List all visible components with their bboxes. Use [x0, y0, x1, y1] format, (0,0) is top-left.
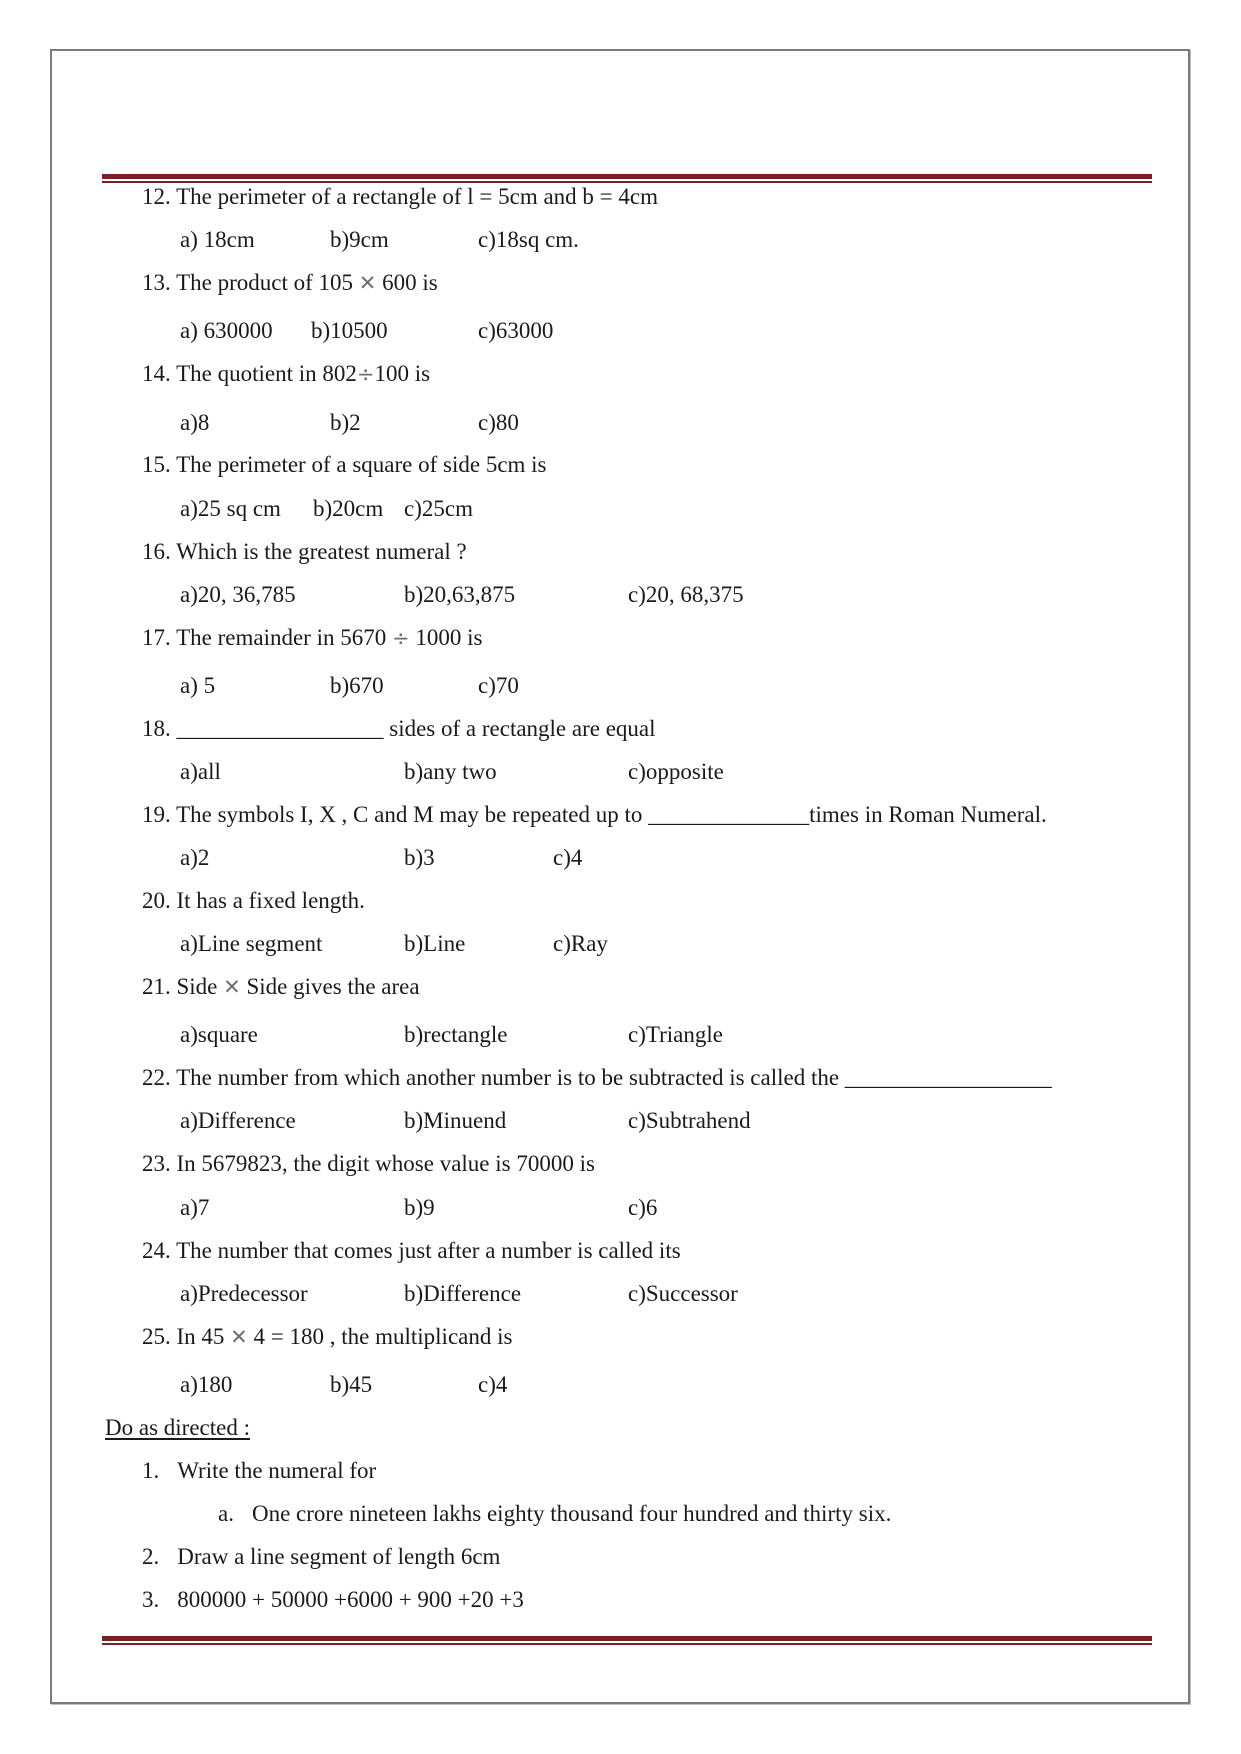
question-23: 23. In 5679823, the digit whose value is 70000 is — [142, 1151, 595, 1176]
option-c: c)opposite — [628, 759, 724, 784]
question-15: 15. The perimeter of a square of side 5cm is — [142, 452, 547, 477]
option-c: c)63000 — [478, 318, 554, 343]
multiply-icon: ✕ — [223, 975, 241, 999]
question-19: 19. The symbols I, X , C and M may be repeated up to ______________times in Roman Numeral. — [142, 802, 1047, 827]
question-24: 24. The number that comes just after a number is called its — [142, 1238, 681, 1263]
option-a: a)Predecessor — [180, 1281, 308, 1306]
option-c: c)6 — [628, 1195, 658, 1220]
multiply-icon: ✕ — [230, 1325, 248, 1349]
option-b: b)Minuend — [404, 1108, 507, 1133]
option-a: a) 630000 — [180, 318, 273, 343]
option-c: c)20, 68,375 — [628, 582, 744, 607]
option-c: c)70 — [478, 673, 519, 698]
directed-item-1a: a. One crore nineteen lakhs eighty thousand four hundred and thirty six. — [218, 1501, 892, 1526]
question-22: 22. The number from which another number is to be subtracted is called the __________________ — [142, 1065, 1052, 1090]
option-a: a)2 — [180, 845, 210, 870]
page-border — [50, 49, 1190, 1704]
directed-item-3: 3. 800000 + 50000 +6000 + 900 +20 +3 — [142, 1587, 524, 1612]
question-25: 25. In 45 ✕ 4 = 180 , the multiplicand is — [142, 1324, 513, 1349]
option-b: b)10500 — [311, 318, 388, 343]
question-18: 18. __________________ sides of a rectangle are equal — [142, 716, 656, 741]
option-c: c)4 — [478, 1372, 508, 1397]
option-b: b)3 — [404, 845, 435, 870]
option-a: a)all — [180, 759, 221, 784]
option-a: a)25 sq cm — [180, 496, 281, 521]
option-c: c)Successor — [628, 1281, 738, 1306]
option-b: b)45 — [330, 1372, 373, 1397]
question-17: 17. The remainder in 5670 ÷ 1000 is — [142, 625, 483, 650]
option-c: c)18sq cm. — [478, 227, 579, 252]
divide-icon: ÷ — [391, 626, 410, 650]
option-c: c)25cm — [404, 496, 473, 521]
directed-item-2: 2. Draw a line segment of length 6cm — [142, 1544, 501, 1569]
header-rule — [102, 174, 1152, 183]
option-b: b)20,63,875 — [404, 582, 516, 607]
option-a: a)180 — [180, 1372, 233, 1397]
option-c: c)4 — [553, 845, 583, 870]
question-20: 20. It has a fixed length. — [142, 888, 365, 913]
option-a: a)Difference — [180, 1108, 296, 1133]
question-21: 21. Side ✕ Side gives the area — [142, 974, 420, 999]
option-a: a)7 — [180, 1195, 210, 1220]
option-b: b)Line — [404, 931, 466, 956]
option-b: b)2 — [330, 410, 361, 435]
question-14: 14. The quotient in 802÷100 is — [142, 361, 431, 386]
option-b: b)Difference — [404, 1281, 522, 1306]
option-a: a)square — [180, 1022, 258, 1047]
option-b: b)9cm — [330, 227, 389, 252]
question-12: 12. The perimeter of a rectangle of l = 5cm and b = 4cm — [142, 184, 658, 209]
option-b: b)670 — [330, 673, 384, 698]
section-heading: Do as directed : — [105, 1415, 250, 1440]
option-a: a)20, 36,785 — [180, 582, 296, 607]
question-16: 16. Which is the greatest numeral ? — [142, 539, 467, 564]
question-13: 13. The product of 105 ✕ 600 is — [142, 270, 438, 295]
option-a: a)8 — [180, 410, 210, 435]
option-b: b)any two — [404, 759, 497, 784]
footer-rule — [102, 1636, 1152, 1645]
option-c: c)Ray — [553, 931, 608, 956]
option-b: b)rectangle — [404, 1022, 508, 1047]
option-c: c)80 — [478, 410, 519, 435]
option-c: c)Subtrahend — [628, 1108, 751, 1133]
option-b: b)9 — [404, 1195, 435, 1220]
option-a: a) 5 — [180, 673, 216, 698]
option-a: a)Line segment — [180, 931, 323, 956]
divide-icon: ÷ — [356, 362, 375, 386]
option-a: a) 18cm — [180, 227, 255, 252]
directed-item-1: 1. Write the numeral for — [142, 1458, 377, 1483]
option-b: b)20cm — [313, 496, 384, 521]
multiply-icon: ✕ — [358, 271, 377, 295]
option-c: c)Triangle — [628, 1022, 723, 1047]
